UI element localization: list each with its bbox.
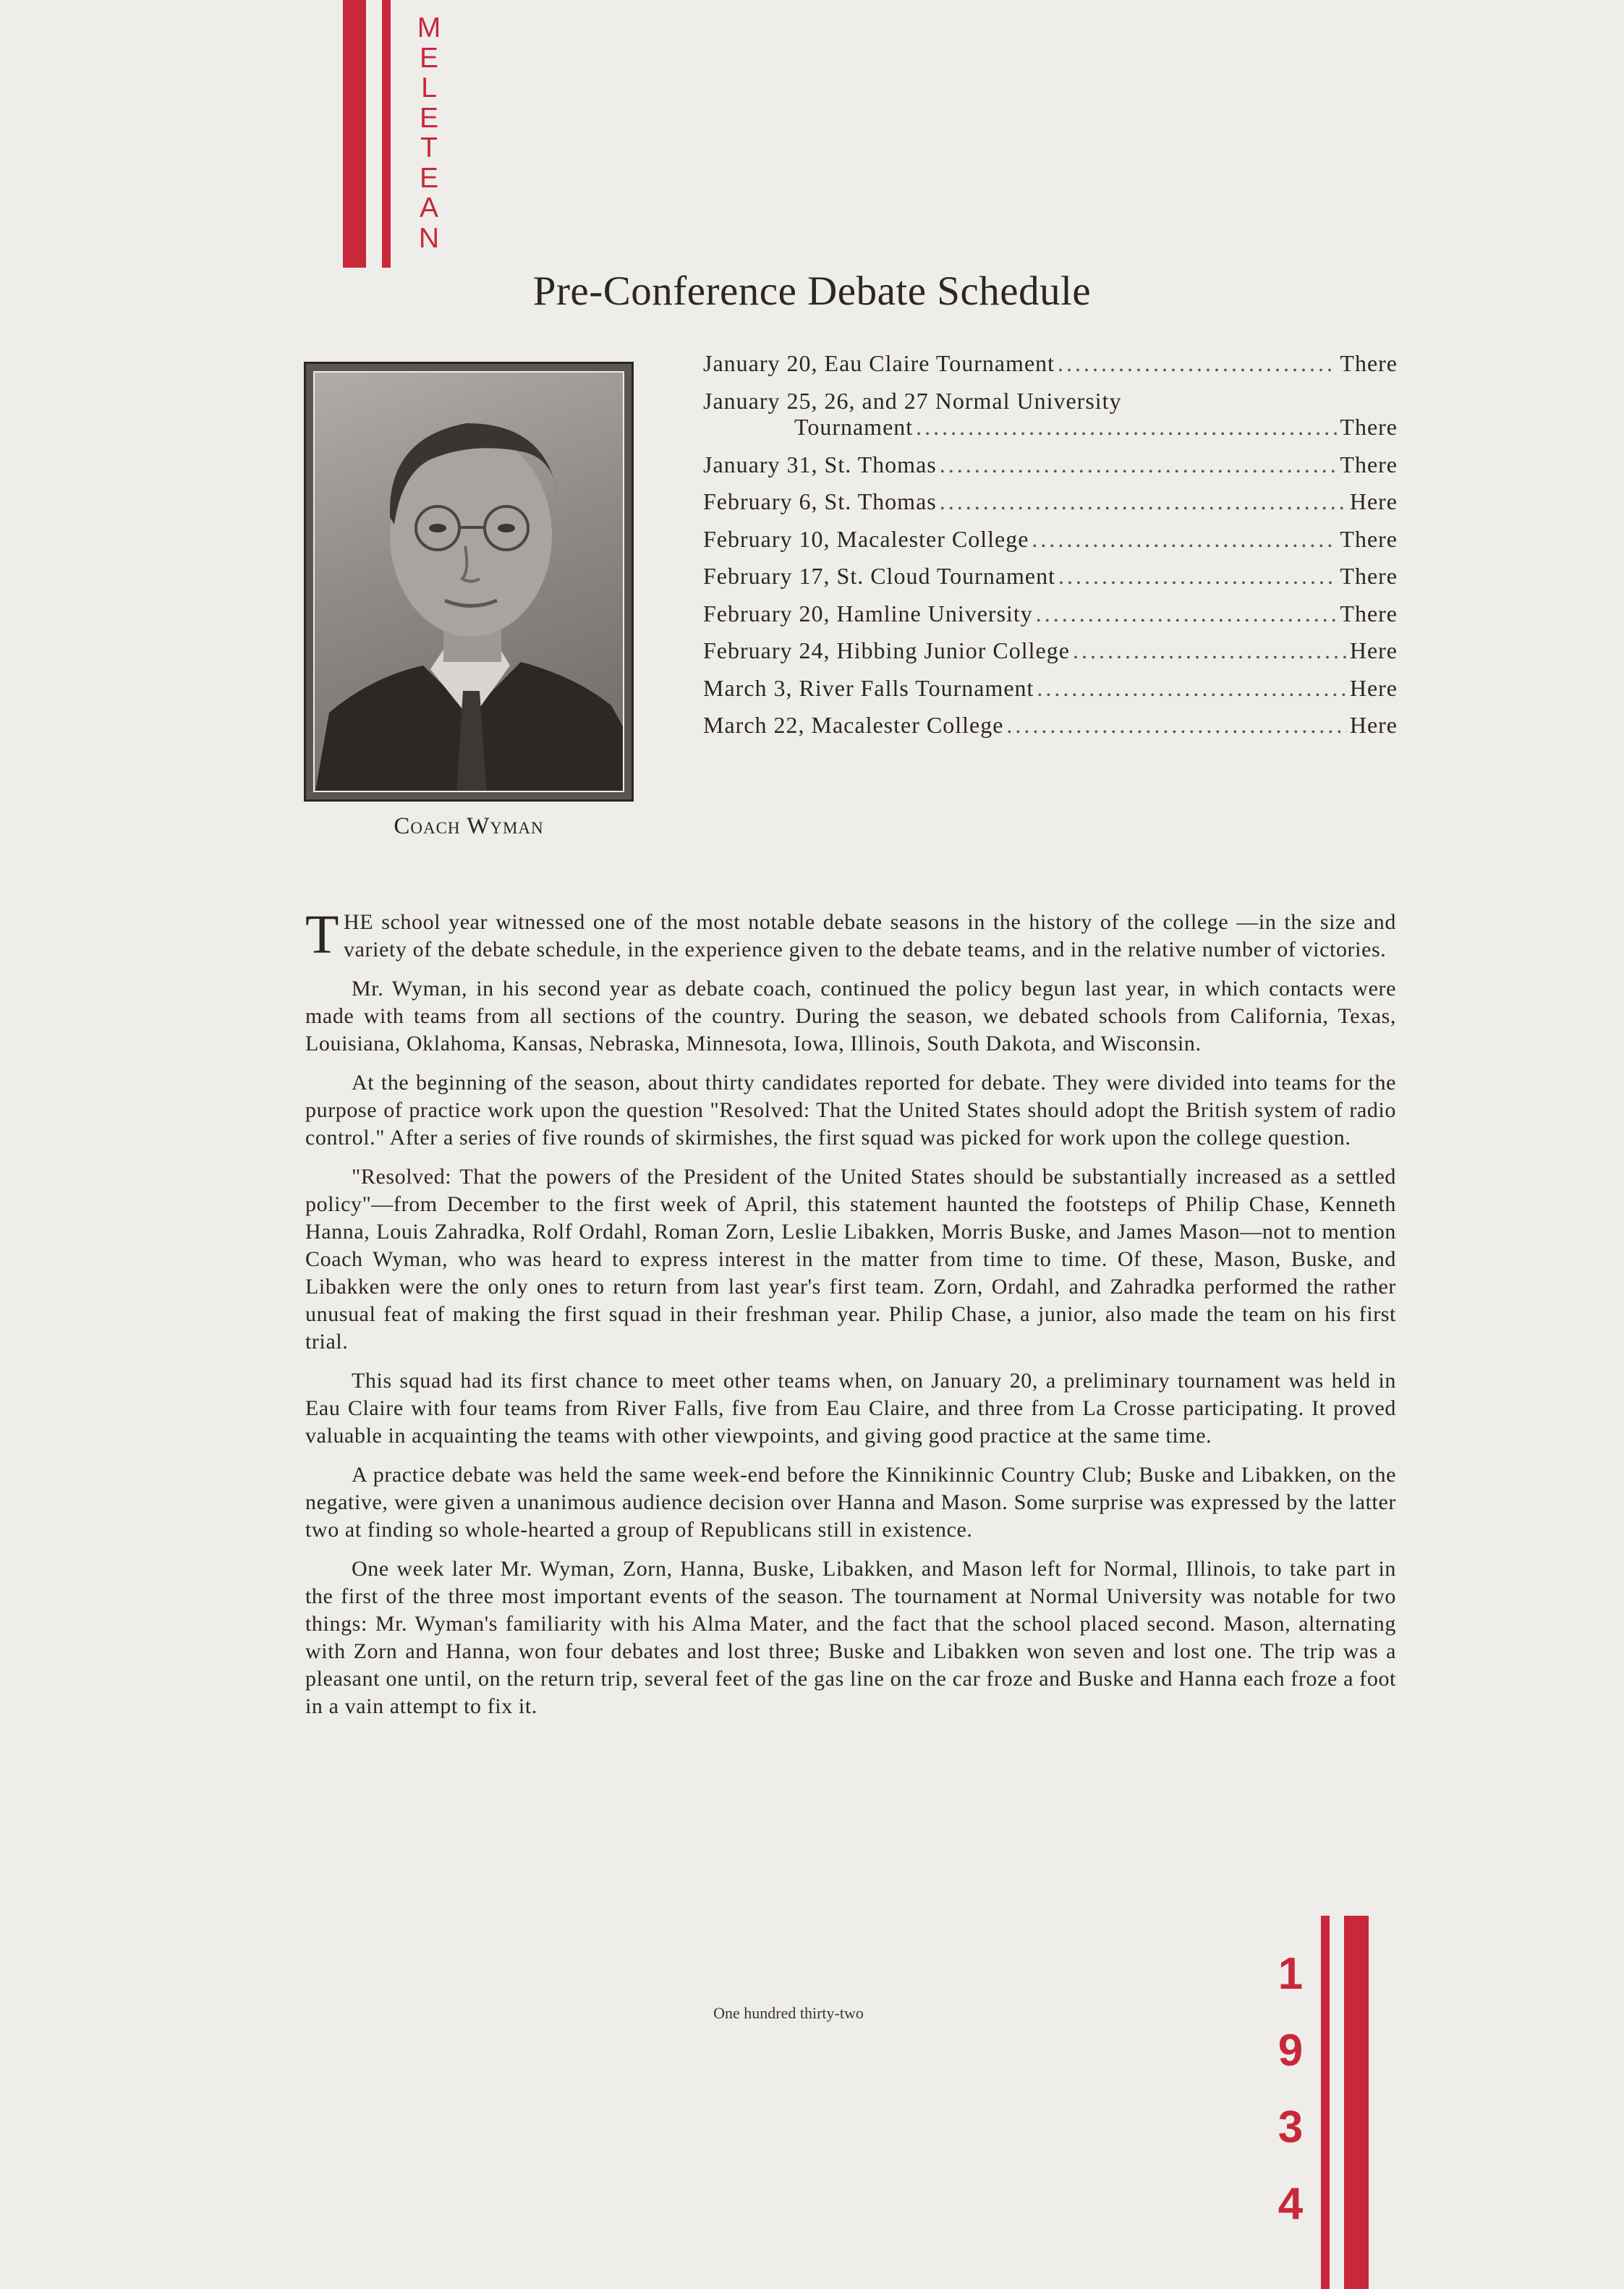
side-letter: T bbox=[420, 132, 438, 164]
schedule-event: St. Thomas bbox=[824, 451, 937, 477]
year-digit: 3 bbox=[1277, 2102, 1304, 2152]
paragraph: At the beginning of the season, about thirty candidates reported for debate. They were divided into teams for the purpose of practice work upon the question "Resolved: That the United States should adopt the British system of radio control." After a series of five rounds of skirmishes, the first squad was picked for work upon the college question. bbox=[305, 1071, 1396, 1150]
meletean-vertical-label bbox=[411, 13, 447, 253]
leader-dots bbox=[1006, 712, 1346, 739]
schedule-location: Here bbox=[1349, 674, 1398, 701]
side-letter: N bbox=[418, 222, 440, 254]
schedule-date: February 24, bbox=[703, 637, 830, 663]
schedule-event: Hibbing Junior College bbox=[836, 637, 1070, 663]
leader-dots bbox=[1058, 563, 1337, 590]
schedule-date: March 3, bbox=[703, 674, 793, 701]
schedule-event: Normal University bbox=[935, 387, 1122, 414]
schedule-row bbox=[703, 488, 1398, 526]
schedule-location: There bbox=[1340, 563, 1398, 589]
red-bar-bottom-thick bbox=[1344, 1916, 1369, 2289]
side-letter: M bbox=[417, 12, 441, 43]
schedule-date: January 31, bbox=[703, 451, 818, 477]
paragraph: Mr. Wyman, in his second year as debate coach, continued the policy begun last year, in which contacts were made with teams from all sections of the country. During the season, we debated schools from California, Texas, Louisiana, Oklahoma, Kansas, Nebraska, Minnesota, Iowa, Illinois, South Dakota, and Wisconsin. bbox=[305, 977, 1396, 1056]
drop-cap: T bbox=[305, 904, 340, 965]
schedule-date: February 6, bbox=[703, 488, 818, 514]
paragraph bbox=[305, 904, 1396, 965]
side-letter: E bbox=[419, 162, 438, 194]
schedule-location: There bbox=[1340, 350, 1398, 376]
side-letter: L bbox=[421, 72, 437, 103]
schedule-row bbox=[703, 526, 1398, 564]
schedule-event: Hamline University bbox=[836, 600, 1033, 627]
leader-dots bbox=[1073, 637, 1347, 664]
paragraph: A practice debate was held the same week-end before the Kinnikinnic Country Club; Buske and Libakken, on the negative, were given a unanimous audience decision over Hanna and Mason. Some surprise was expressed by the latter two at finding so whole-hearted a group of Republicans still in existence. bbox=[305, 1463, 1396, 1542]
year-digit: 1 bbox=[1277, 1949, 1304, 1999]
schedule-row bbox=[703, 712, 1398, 749]
side-letter: A bbox=[419, 192, 438, 224]
schedule-row bbox=[703, 350, 1398, 388]
year-digit: 4 bbox=[1277, 2179, 1304, 2229]
schedule-date: February 20, bbox=[703, 600, 830, 627]
leader-dots bbox=[940, 451, 1338, 478]
schedule-row bbox=[703, 600, 1398, 638]
schedule-location: There bbox=[1340, 600, 1398, 627]
red-bar-top-thick bbox=[343, 0, 366, 268]
schedule-date: January 25, 26, and 27 bbox=[703, 387, 929, 414]
schedule-date: January 20, bbox=[703, 350, 818, 376]
schedule-event: St. Cloud Tournament bbox=[836, 563, 1056, 589]
schedule-event: Macalester College bbox=[811, 712, 1004, 738]
schedule-event: St. Thomas bbox=[824, 488, 937, 514]
article-body bbox=[305, 904, 1396, 1732]
year-digit: 9 bbox=[1277, 2026, 1304, 2076]
schedule-location: Here bbox=[1349, 712, 1398, 738]
leader-dots bbox=[1058, 350, 1337, 377]
schedule-event-continued: Tournament bbox=[794, 413, 914, 440]
debate-schedule-list bbox=[703, 350, 1398, 749]
page-title: Pre-Conference Debate Schedule bbox=[532, 268, 1092, 314]
schedule-row bbox=[703, 637, 1398, 675]
schedule-row bbox=[703, 675, 1398, 713]
schedule-event: River Falls Tournament bbox=[799, 674, 1034, 701]
portrait-image bbox=[313, 371, 624, 792]
schedule-row bbox=[703, 451, 1398, 489]
red-bar-top-thin bbox=[382, 0, 391, 268]
paragraph: This squad had its first chance to meet other teams when, on January 20, a preliminary tournament was held in Eau Claire with four teams from River Falls, five from Eau Claire, and three from La Crosse participating. It proved valuable in acquainting the teams with other viewpoints, and giving good practice at the same time. bbox=[305, 1369, 1396, 1448]
paragraph: "Resolved: That the powers of the President of the United States should be substantially increased as a settled policy"—from December to the first week of April, this statement haunted the footsteps of Philip Chase, Kenneth Hanna, Louis Zahradka, Rolf Ordahl, Roman Zorn, Leslie Libakken, Morris Buske, and James Mason—not to mention Coach Wyman, who was heard to express interest in the matter from time to time. Of these, Mason, Buske, and Libakken were the only ones to return from last year's first team. Zorn, Ordahl, and Zahradka performed the rather unusual feat of making the first squad in their freshman year. Philip Chase, a junior, also made the team on his first trial. bbox=[305, 1165, 1396, 1354]
schedule-location: There bbox=[1340, 525, 1398, 552]
schedule-date: March 22, bbox=[703, 712, 805, 738]
leader-dots bbox=[1032, 526, 1337, 553]
schedule-date: February 17, bbox=[703, 563, 830, 589]
schedule-date: February 10, bbox=[703, 525, 830, 552]
schedule-location: Here bbox=[1349, 637, 1398, 663]
year-vertical-label bbox=[1269, 1936, 1312, 2243]
portrait-illustration bbox=[315, 373, 624, 792]
paragraph-text: HE school year witnessed one of the most notable debate seasons in the history of the college —in the size and variety of the debate schedule, in the experience given to the debate teams, and in the relative number of victories. bbox=[344, 910, 1396, 961]
schedule-location: Here bbox=[1349, 488, 1398, 514]
side-letter: E bbox=[419, 42, 438, 74]
leader-dots bbox=[940, 488, 1347, 515]
schedule-location: There bbox=[1340, 451, 1398, 477]
schedule-row bbox=[703, 563, 1398, 600]
schedule-location: There bbox=[1340, 413, 1398, 440]
schedule-event: Macalester College bbox=[836, 525, 1029, 552]
schedule-event: Eau Claire Tournament bbox=[824, 350, 1055, 376]
leader-dots bbox=[1036, 600, 1338, 627]
photo-caption: Coach Wyman bbox=[394, 813, 544, 839]
leader-dots bbox=[916, 414, 1337, 441]
coach-portrait-photo bbox=[304, 362, 634, 802]
leader-dots bbox=[1037, 675, 1346, 702]
paragraph: One week later Mr. Wyman, Zorn, Hanna, Buske, Libakken, and Mason left for Normal, Illinois, to take part in the first of the three most important events of the season. The tournament at Normal University was notable for two things: Mr. Wyman's familiarity with his Alma Mater, and the fact that the school placed second. Mason, alternating with Zorn and Hanna, won four debates and lost three; Buske and Libakken won seven and lost one. The trip was a pleasant one until, on the return trip, several feet of the gas line on the car froze and Buske and Hanna each froze a foot in a vain attempt to fix it. bbox=[305, 1557, 1396, 1718]
schedule-row bbox=[703, 388, 1398, 451]
page-number-text: One hundred thirty-two bbox=[713, 2004, 864, 2022]
red-bar-bottom-thin bbox=[1321, 1916, 1330, 2289]
side-letter: E bbox=[419, 102, 438, 134]
